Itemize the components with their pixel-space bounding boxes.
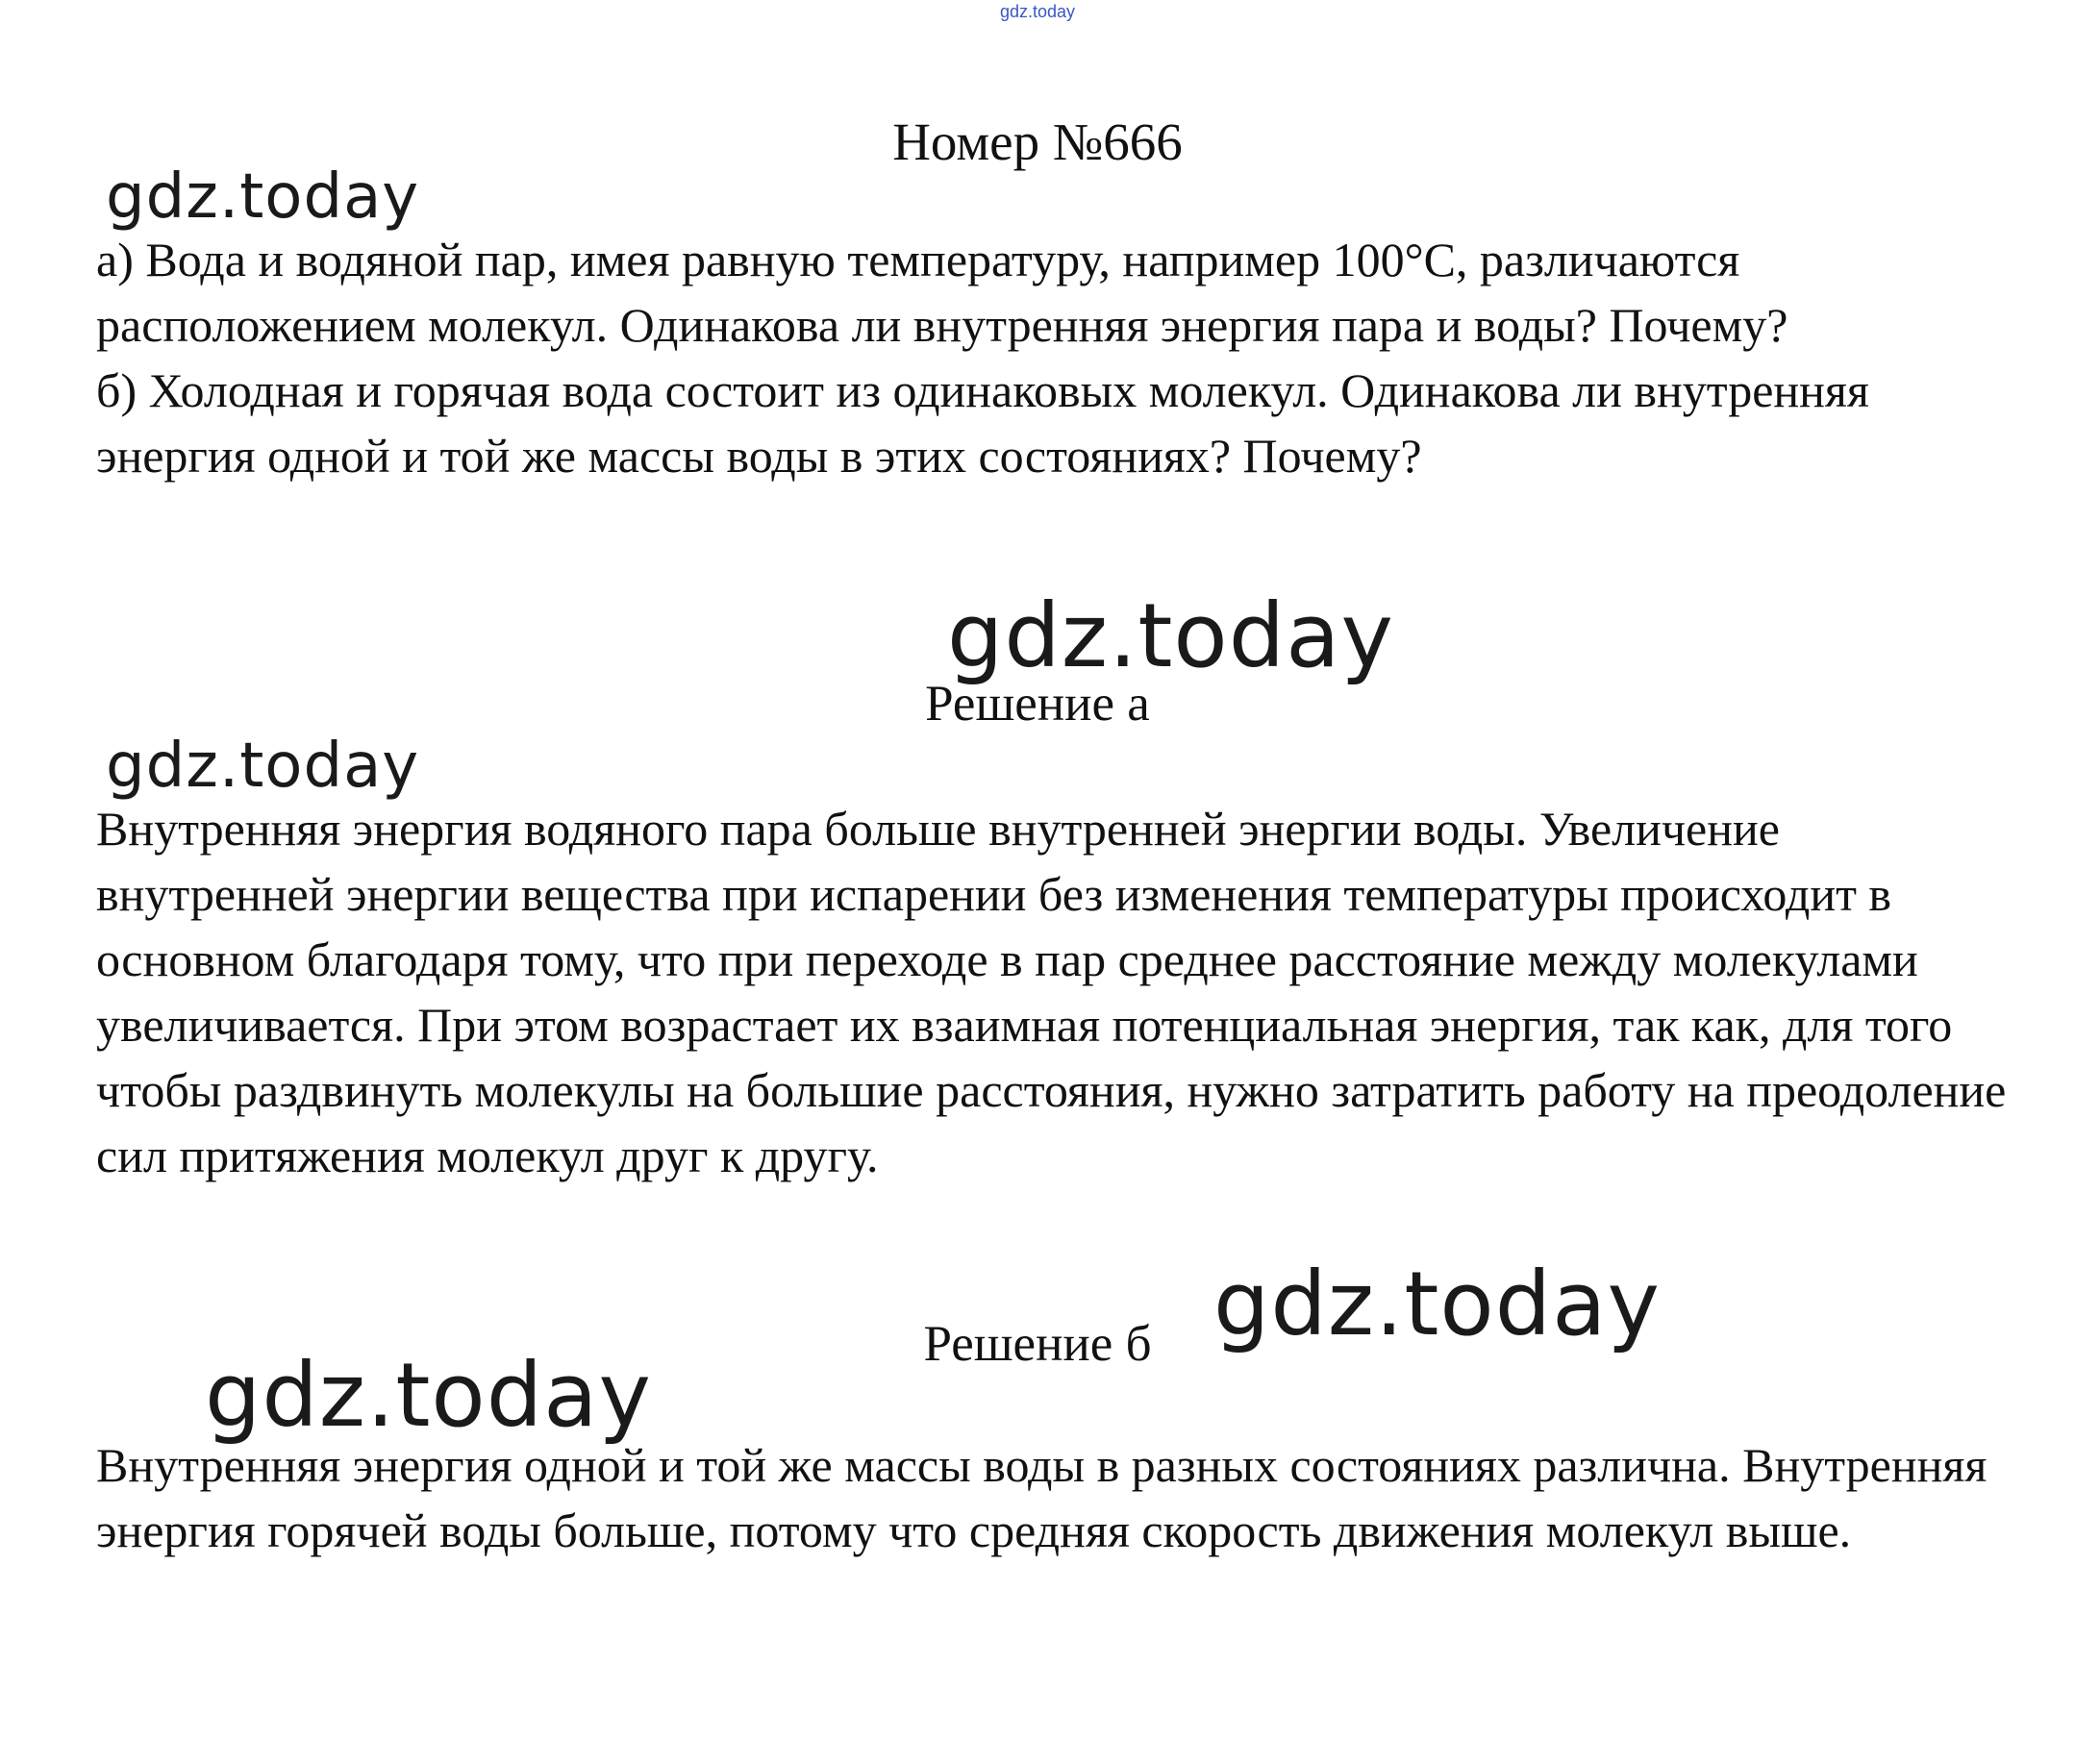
watermark-logo: gdz.today [106,731,420,802]
watermark-logo: gdz.today [1213,1253,1661,1355]
solution-a-text: Внутренняя энергия водяного пара больше внутренней энергии воды. Увеличение внутренней энергии вещества при испарении без изменения температуры происходит в основном благодаря тому, что при переходе в пар среднее расстояние между молекулами увеличивается. При этом возрастает их взаимная потенциальная энергия, так как, для того чтобы раздвинуть молекулы на большие расстояния, нужно затратить работу на преодоление сил притяжения молекул друг к другу. [96,802,2007,1182]
watermark-logo: gdz.today [947,584,1394,687]
solution-b-block [96,1432,2010,1563]
page-title: Номер №666 [892,112,1183,171]
question-block [96,227,2010,488]
solution-b-heading: Решение б [923,1316,1152,1372]
top-watermark: gdz.today [999,2,1076,21]
question-b: б) Холодная и горячая вода состоит из одинаковых молекул. Одинакова ли внутренняя энергия одной и той же массы воды в этих состояниях? Почему? [96,363,1869,483]
solution-a-heading: Решение а [925,676,1150,732]
question-a: а) Вода и водяной пар, имея равную температуру, например 100°С, различаются расположением молекул. Одинакова ли внутренняя энергия пара и воды? Почему? [96,233,1788,352]
watermark-logo: gdz.today [106,161,420,233]
solution-b-text: Внутренняя энергия одной и той же массы воды в разных состояниях различна. Внутренняя энергия горячей воды больше, потому что средняя скорость движения молекул выше. [96,1438,1988,1557]
watermark-logo: gdz.today [205,1344,652,1447]
solution-a-block [96,796,2010,1188]
